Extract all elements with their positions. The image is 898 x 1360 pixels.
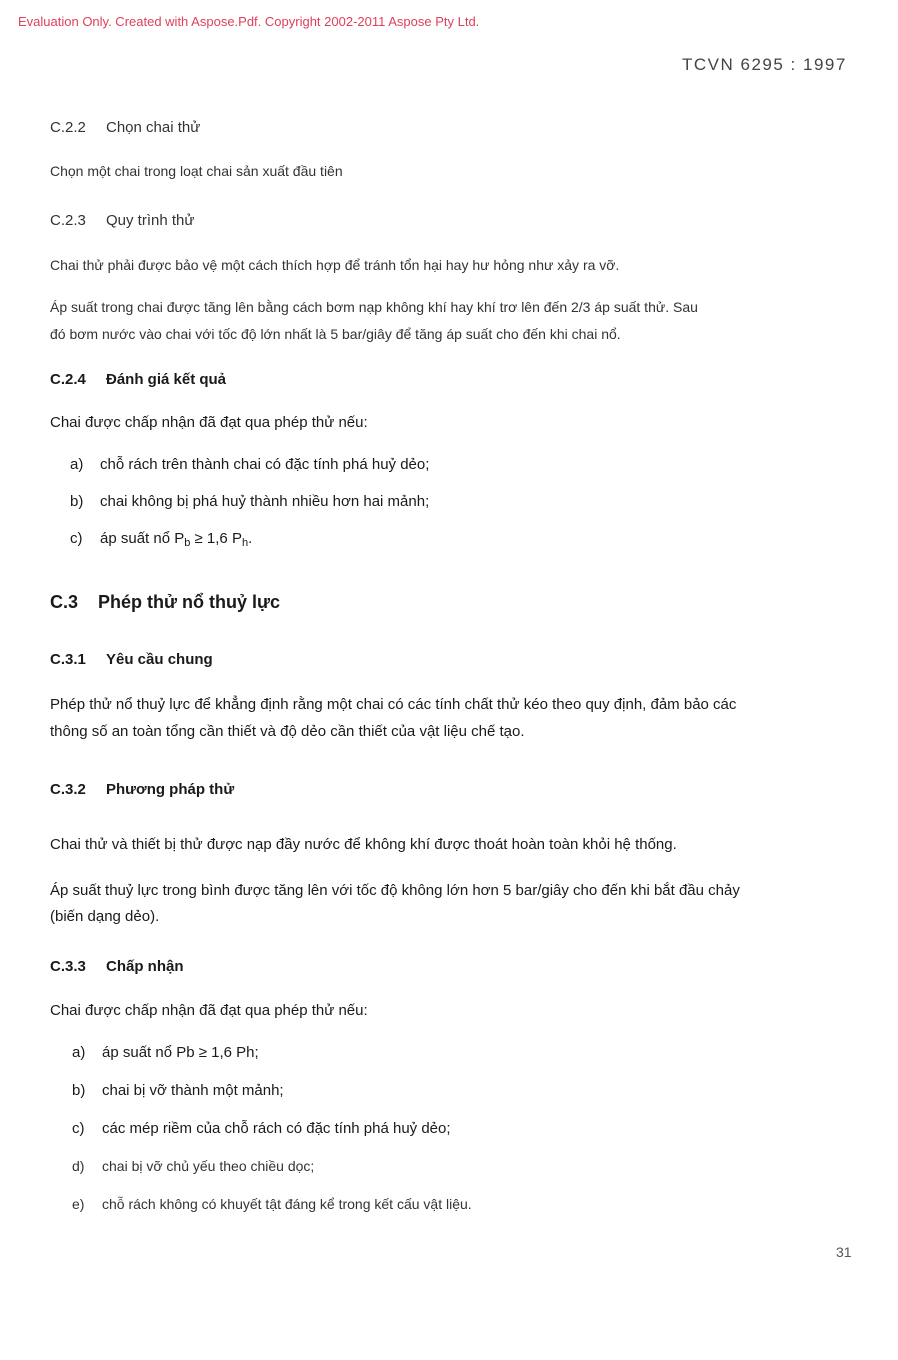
paragraph: Chai được chấp nhận đã đạt qua phép thử nếu: [50, 414, 368, 431]
paragraph-line: Áp suất thuỷ lực trong bình được tăng lên với tốc độ không lớn hơn 5 bar/giây cho đến khi bắt đầu chảy [50, 882, 740, 899]
paragraph: Chai được chấp nhận đã đạt qua phép thử nếu: [50, 1002, 368, 1019]
heading-number: C.3.2 [50, 781, 86, 798]
heading-c22 [50, 119, 200, 136]
subscript: b [184, 537, 191, 549]
list-marker: d) [72, 1158, 85, 1174]
list-text: chai không bị phá huỷ thành nhiều hơn hai mảnh; [100, 493, 430, 510]
heading-title: Chọn chai thử [106, 119, 201, 136]
list-marker: c) [72, 1120, 85, 1137]
heading-c23 [50, 212, 194, 229]
heading-c33 [50, 958, 184, 975]
heading-number: C.3 [50, 592, 79, 612]
heading-number: C.2.2 [50, 119, 86, 136]
list-marker: c) [70, 530, 83, 547]
list-text: các mép riềm của chỗ rách có đặc tính phá huỷ dẻo; [102, 1120, 451, 1137]
paragraph-line: đó bơm nước vào chai với tốc độ lớn nhất là 5 bar/giây để tăng áp suất cho đến khi chai nổ. [50, 326, 621, 342]
paragraph-line: Phép thử nổ thuỷ lực để khẳng định rằng một chai có các tính chất thử kéo theo quy định, đảm bảo các [50, 696, 737, 713]
list-item [70, 493, 429, 510]
list-marker: b) [72, 1082, 86, 1099]
list-item [72, 1196, 472, 1212]
list-text: chai bị vỡ thành một mảnh; [102, 1082, 284, 1099]
list-text-mid: ≥ 1,6 P [190, 530, 242, 547]
list-item [70, 456, 429, 473]
list-item [70, 530, 252, 549]
list-text-pre: áp suất nổ P [100, 530, 185, 547]
heading-title: Phương pháp thử [106, 781, 235, 798]
paragraph-line: (biến dạng dẻo). [50, 908, 160, 925]
heading-number: C.3.3 [50, 958, 86, 975]
page-number: 31 [836, 1244, 852, 1260]
heading-c32 [50, 781, 234, 798]
list-marker: b) [70, 493, 84, 510]
list-text: chỗ rách không có khuyết tật đáng kể trong kết cấu vật liệu. [102, 1196, 472, 1212]
list-marker: a) [72, 1044, 86, 1061]
heading-title: Đánh giá kết quả [106, 371, 227, 388]
heading-c24 [50, 371, 226, 388]
list-text: chai bị vỡ chủ yếu theo chiều dọc; [102, 1158, 315, 1174]
heading-title: Quy trình thử [106, 212, 195, 229]
heading-title: Phép thử nổ thuỷ lực [98, 592, 281, 612]
list-text: áp suất nổ Pb ≥ 1,6 Ph; [102, 1044, 259, 1061]
list-item [72, 1082, 284, 1099]
list-item [72, 1158, 314, 1174]
paragraph: Chai thử và thiết bị thử được nạp đầy nước để không khí được thoát hoàn toàn khỏi hệ thống. [50, 836, 677, 853]
paragraph: Chai thử phải được bảo vệ một cách thích hợp để tránh tổn hại hay hư hỏng như xảy ra vỡ. [50, 257, 620, 273]
list-text: chỗ rách trên thành chai có đặc tính phá huỷ dẻo; [100, 456, 430, 473]
paragraph-line: thông số an toàn tổng cần thiết và độ dẻo cần thiết của vật liệu chế tạo. [50, 723, 525, 740]
paragraph-line: Áp suất trong chai được tăng lên bằng cách bơm nạp không khí hay khí trơ lên đến 2/3 áp suất thử. Sau [50, 299, 698, 315]
subscript: h [241, 537, 249, 549]
paragraph: Chọn một chai trong loạt chai sản xuất đầu tiên [50, 163, 343, 179]
heading-number: C.3.1 [50, 651, 86, 668]
heading-title: Chấp nhận [106, 958, 184, 975]
heading-title: Yêu cầu chung [106, 651, 213, 668]
list-marker: a) [70, 456, 84, 473]
heading-number: C.2.4 [50, 371, 86, 388]
watermark: Evaluation Only. Created with Aspose.Pdf. Copyright 2002-2011 Aspose Pty Ltd. [18, 14, 480, 29]
list-text-post: . [248, 530, 253, 547]
heading-c3 [50, 592, 280, 613]
list-marker: e) [72, 1196, 85, 1212]
heading-c31 [50, 651, 213, 668]
heading-number: C.2.3 [50, 212, 86, 229]
standard-number: TCVN 6295 : 1997 [682, 55, 847, 74]
list-item [72, 1120, 451, 1137]
list-item [72, 1044, 259, 1061]
